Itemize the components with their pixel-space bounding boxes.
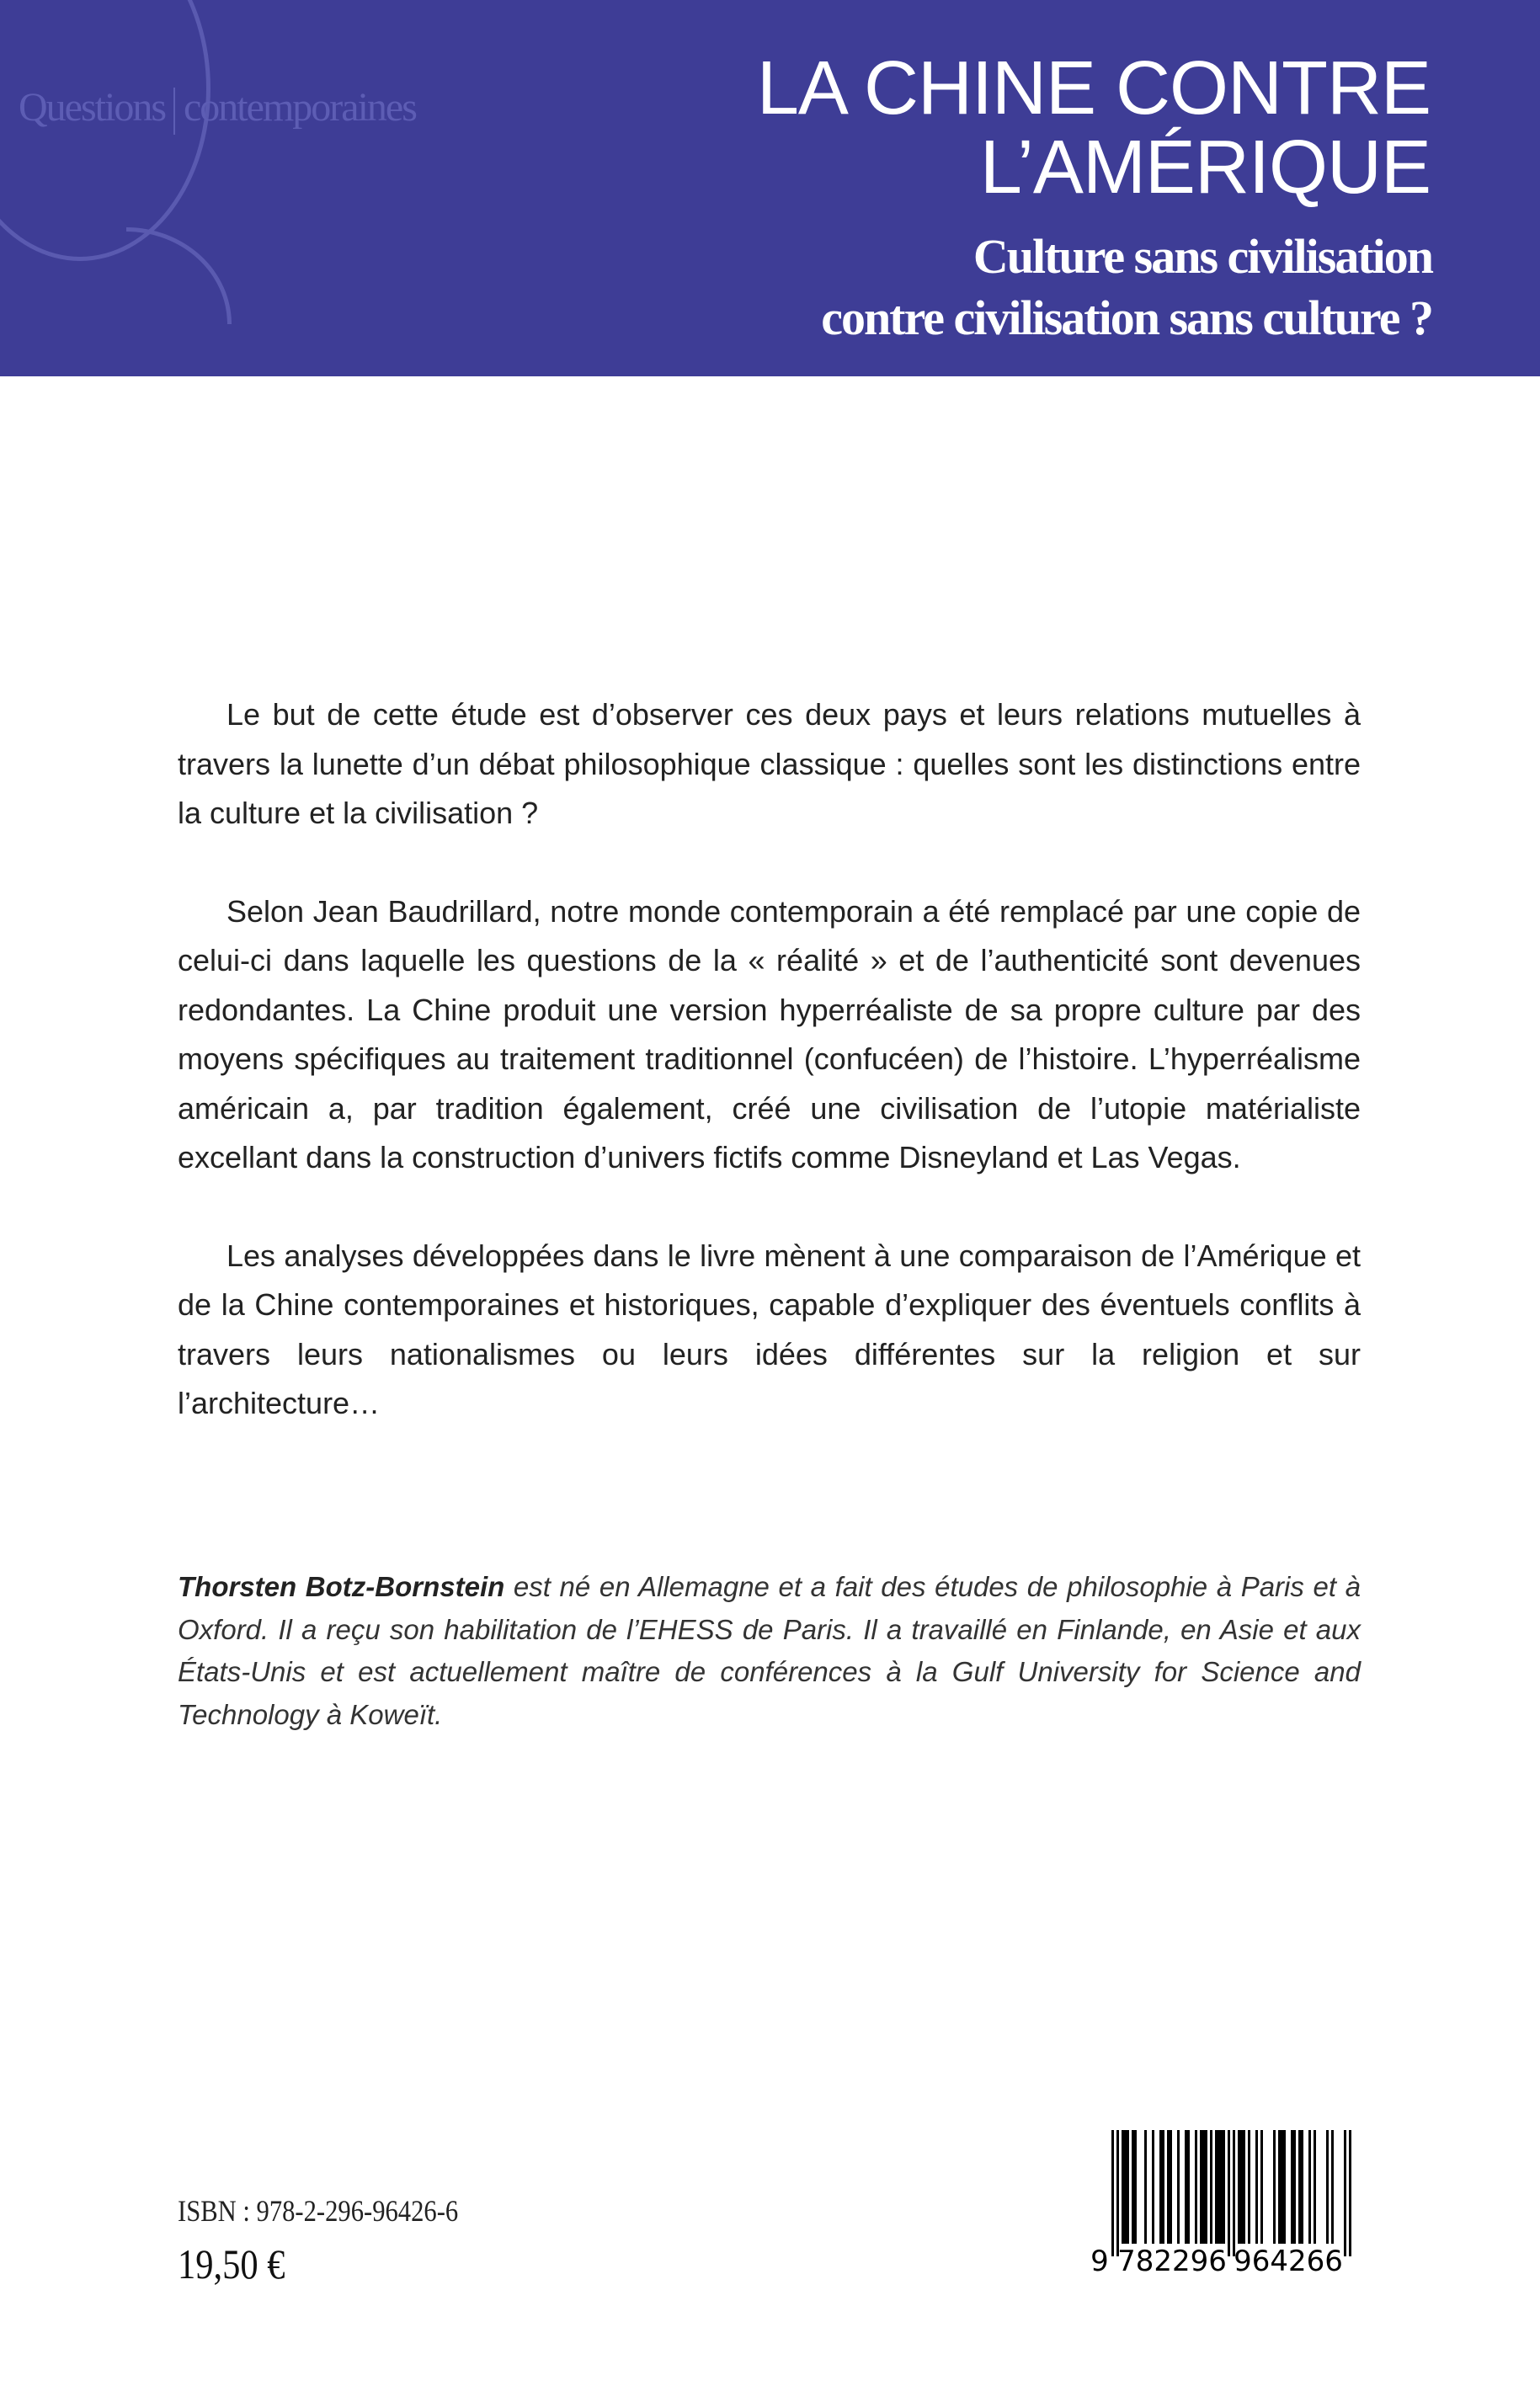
- barcode-bar: [1162, 2130, 1164, 2244]
- barcode-bar: [1195, 2130, 1197, 2244]
- barcode: [1086, 2126, 1372, 2286]
- barcode-bar: [1238, 2130, 1240, 2244]
- barcode-bar: [1240, 2130, 1243, 2244]
- barcode-bar: [1223, 2130, 1225, 2244]
- barcode-bar: [1220, 2130, 1223, 2244]
- barcode-bar: [1293, 2130, 1296, 2244]
- barcode-bar: [1314, 2130, 1316, 2244]
- title-line-2: L’AMÉRIQUE: [979, 125, 1431, 210]
- barcode-bar: [1205, 2130, 1207, 2244]
- barcode-bar: [1127, 2130, 1129, 2244]
- barcode-bar: [1260, 2130, 1263, 2244]
- barcode-bar: [1301, 2130, 1303, 2244]
- barcode-bar: [1202, 2130, 1205, 2244]
- barcode-bar: [1344, 2130, 1346, 2256]
- barcode-bar: [1331, 2130, 1334, 2244]
- barcode-bar: [1177, 2130, 1180, 2244]
- barcode-bar: [1132, 2130, 1134, 2244]
- barcode-bar: [1298, 2130, 1301, 2244]
- barcode-bar: [1111, 2130, 1114, 2256]
- barcode-bar: [1144, 2130, 1147, 2244]
- barcode-bar: [1243, 2130, 1245, 2244]
- series-name-part2: contemporaines: [184, 85, 416, 130]
- barcode-bar: [1200, 2130, 1202, 2244]
- blurb-paragraph: Le but de cette étude est d’observer ces deux pays et leurs relations mutuelles à travers la lunette d’un débat philosophique classique : quelles sont les distinctions entre la culture et la civilisation ?: [178, 697, 1361, 830]
- book-title: [756, 46, 1431, 210]
- barcode-bar: [1283, 2130, 1286, 2244]
- author-bio: [178, 1566, 1361, 1736]
- barcode-bar: [1228, 2130, 1230, 2256]
- series-divider: [173, 88, 175, 135]
- barcode-bar: [1326, 2130, 1329, 2244]
- barcode-bar: [1278, 2130, 1281, 2244]
- barcode-bar: [1308, 2130, 1311, 2244]
- subtitle-line-2: contre civilisation sans culture ?: [821, 290, 1432, 345]
- series-name-part1: Questions: [19, 85, 165, 130]
- barcode-bar: [1210, 2130, 1212, 2244]
- title-line-1: LA CHINE CONTRE: [756, 46, 1431, 130]
- author-name: Thorsten Botz-Bornstein: [178, 1571, 505, 1602]
- isbn: ISBN : 978-2-296-96426-6: [178, 2194, 459, 2228]
- barcode-bar: [1215, 2130, 1218, 2244]
- barcode-bar: [1167, 2130, 1170, 2244]
- subtitle-line-1: Culture sans civilisation: [972, 229, 1432, 284]
- barcode-bar: [1152, 2130, 1154, 2244]
- barcode-bar: [1134, 2130, 1137, 2244]
- barcode-bar: [1218, 2130, 1220, 2244]
- price: 19,50 €: [178, 2240, 285, 2287]
- series-name: [19, 84, 416, 135]
- blurb-paragraph: Selon Jean Baudrillard, notre monde contemporain a été remplacé par une copie de celui-ci dans laquelle les questions de la « réalité » et de l’authenticité sont devenues redondantes. La Chine produit une version hyperréaliste de sa propre culture par des moyens spécifiques au traitement traditionnel (confucéen) de l’histoire. L’hyperréalisme américain a, par tradition également, créé une civilisation de l’utopie matérialiste excellant dans la construction d’univers fictifs comme Disneyland et Las Vegas.: [178, 893, 1361, 1174]
- barcode-bar: [1122, 2130, 1124, 2244]
- blurb-paragraph: Les analyses développées dans le livre mènent à une comparaison de l’Amérique et de la Chine contemporaines et historiques, capable d’expliquer des éventuels conflits à travers leurs nationalismes ou leurs idées différentes sur la religion et sur l’architecture…: [178, 1238, 1361, 1420]
- barcode-bar: [1159, 2130, 1162, 2244]
- barcode-digits: 782296: [1117, 2245, 1227, 2278]
- barcode-bar: [1233, 2130, 1235, 2256]
- author-bio-text: est né en Allemagne et a fait des études de philosophie à Paris et à Oxford. Il a reçu son habilitation de l’EHESS de Paris. Il a travaillé en Finlande, en Asie et aux États-Unis et est actuellement maître de conférences à la Gulf University for Science and Technology à Koweït.: [178, 1571, 1361, 1730]
- barcode-bar: [1281, 2130, 1283, 2244]
- cover-header: [0, 0, 1540, 376]
- barcode-bar: [1349, 2130, 1351, 2256]
- barcode-digits: 964266: [1234, 2245, 1343, 2278]
- barcode-bar: [1124, 2130, 1127, 2244]
- barcode-bar: [1248, 2130, 1250, 2244]
- blurb: [178, 690, 1361, 1478]
- series-q-logo-tail: [126, 227, 232, 324]
- barcode-bar: [1273, 2130, 1276, 2244]
- barcode-bar: [1187, 2130, 1190, 2244]
- barcode-bar: [1291, 2130, 1293, 2244]
- book-subtitle: [821, 226, 1432, 349]
- barcode-bar: [1185, 2130, 1187, 2244]
- barcode-bar: [1116, 2130, 1119, 2256]
- barcode-bar: [1170, 2130, 1172, 2244]
- barcode-bar: [1255, 2130, 1258, 2244]
- barcode-digits: 9: [1090, 2245, 1109, 2278]
